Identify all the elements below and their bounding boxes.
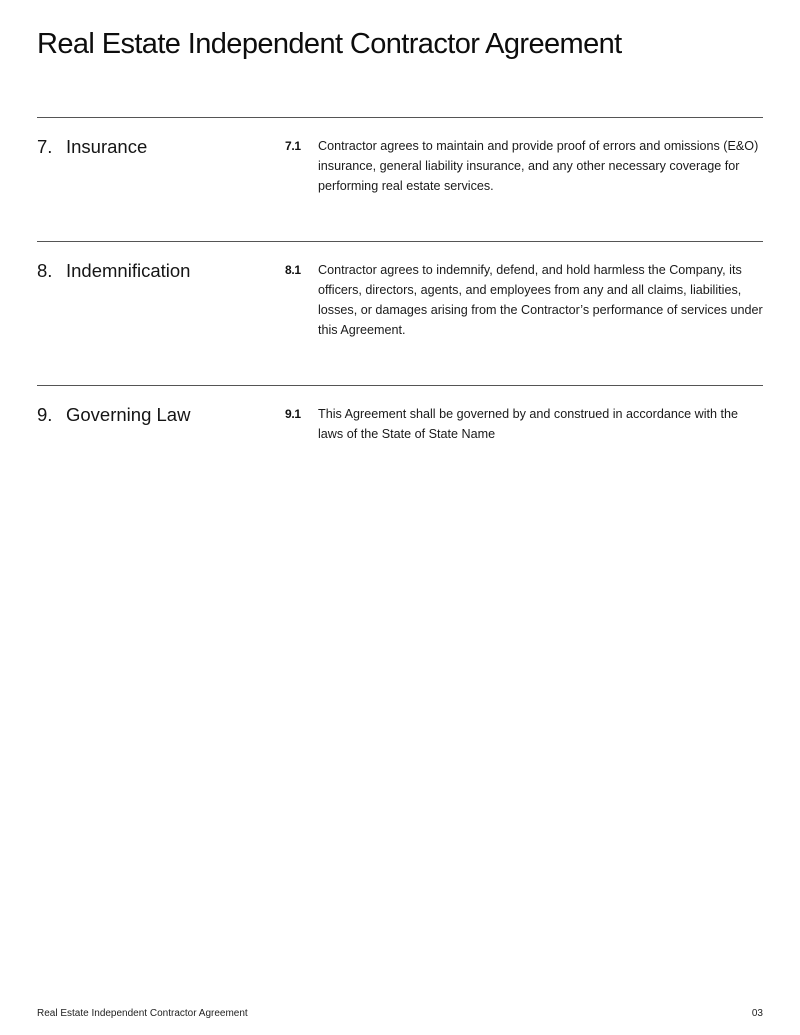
clause-text: This Agreement shall be governed by and construed in accordance with the laws of the State of State Name <box>318 407 739 441</box>
section-number: 9. <box>37 404 53 425</box>
clause-text: Contractor agrees to maintain and provide proof of errors and omissions (E&O) insurance, general liability insurance, and any other necessary coverage for performing real estate services. <box>318 139 759 193</box>
section-number: 7. <box>37 136 53 157</box>
section-title: Governing Law <box>66 404 191 425</box>
sections <box>37 117 763 489</box>
clause-number: 9.1 <box>285 407 301 421</box>
clause-text: Contractor agrees to indemnify, defend, and hold harmless the Company, its officers, directors, agents, and employees from any and all claims, liabilities, losses, or damages arising from the Contractor’s performance of services under this Agreement. <box>318 263 763 337</box>
section-number: 8. <box>37 260 53 281</box>
section-insurance <box>37 117 763 241</box>
page-number: 03 <box>751 1008 763 1019</box>
clause <box>285 404 763 444</box>
clause-number: 8.1 <box>285 263 301 277</box>
section-title: Indemnification <box>66 260 191 281</box>
clause <box>285 136 763 196</box>
page-footer <box>37 1008 763 1019</box>
section-heading <box>37 404 285 444</box>
section-governing-law <box>37 385 763 489</box>
clause <box>285 260 763 340</box>
page-title: Real Estate Independent Contractor Agreement <box>37 28 622 60</box>
section-title: Insurance <box>66 136 148 157</box>
section-heading <box>37 260 285 340</box>
clause-number: 7.1 <box>285 139 301 153</box>
section-indemnification <box>37 241 763 385</box>
footer-title: Real Estate Independent Contractor Agreement <box>37 1008 248 1019</box>
section-heading <box>37 136 285 196</box>
